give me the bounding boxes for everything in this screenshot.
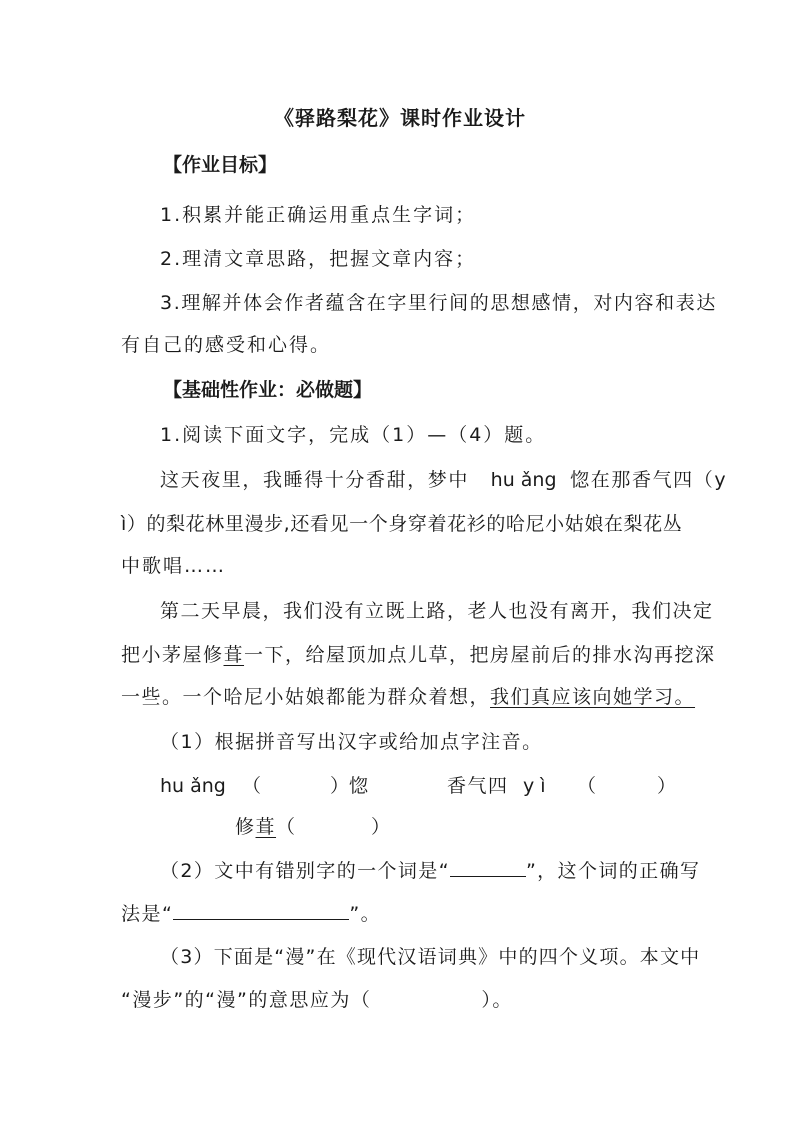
sub-question-3-line-2: [121, 991, 513, 1010]
passage-text: 一些。一个哈尼小姑娘都能为群众着想，: [121, 686, 491, 708]
passage-2-line-3: [121, 688, 695, 707]
passage-1-line-2: ì）的梨花林里漫步,还看见一个身穿着花衫的哈尼小姑娘在梨花丛: [121, 513, 683, 535]
goals-heading: 【作业目标】: [163, 154, 278, 176]
sub1-paren-open-2: （: [577, 775, 597, 797]
dotted-char-qi: 葺: [223, 644, 245, 666]
sub1-word-3: [235, 818, 297, 837]
underlined-sentence: 我们真应该向她学习。: [490, 686, 696, 708]
dotted-char-qi: 葺: [255, 816, 277, 838]
sub3-text: “漫步”的“漫”的意思应为（: [121, 989, 372, 1011]
passage-2-line-2: [121, 646, 716, 665]
goal-item-3: 3.理解并体会作者蕴含在字里行间的思想感情，对内容和表达: [160, 292, 717, 314]
passage-text: 把小茅屋修: [121, 644, 224, 666]
sub1-word-3-char: 修: [235, 816, 256, 838]
passage-2-line-1: 第二天早晨，我们没有立既上路，老人也没有离开，我们决定: [160, 600, 714, 622]
document-title: 《驿路梨花》课时作业设计: [274, 106, 526, 130]
goal-item-2: 2.理清文章思路，把握文章内容；: [160, 248, 477, 270]
sub1-paren-close-1: ）惚: [330, 775, 369, 797]
sub2-text: ”，这个词的正确写: [525, 860, 701, 882]
sub-question-2-line-2: [121, 905, 381, 924]
sub2-text: （2）文中有错别字的一个词是“: [160, 860, 450, 882]
question-1-stem: 1.阅读下面文字，完成（1）—（4）题。: [160, 424, 547, 446]
sub1-paren-open-1: （: [242, 775, 262, 797]
sub1-paren-close-3: ）: [371, 816, 391, 838]
sub-question-1-stem: （1）根据拼音写出汉字或给加点字注音。: [160, 731, 543, 753]
sub-question-2-line-1: [160, 862, 700, 881]
passage-1-line-1: [160, 471, 727, 490]
passage-1-line-3: 中歌唱……: [121, 555, 227, 577]
goal-item-1: 1.积累并能正确运用重点生字词；: [160, 204, 477, 226]
pinyin-huang: hu ǎng: [490, 469, 557, 491]
goal-item-3-cont: 有自己的感受和心得。: [121, 334, 332, 356]
sub1-paren-open-3: （: [276, 816, 297, 838]
answer-blank-correct-word[interactable]: [173, 918, 349, 920]
sub1-pinyin-2: y ì: [523, 775, 546, 797]
sub2-text: 法是“: [121, 903, 174, 925]
passage-text: 这天夜里，我睡得十分香甜，梦中: [160, 469, 470, 491]
passage-text: 一下，给屋顶加点儿草，把房屋前后的排水沟再挖深: [244, 644, 716, 666]
sub1-word-2: 香气四: [447, 775, 509, 797]
basic-heading: 【基础性作业：必做题】: [163, 379, 373, 401]
sub2-text: ”。: [349, 903, 382, 925]
answer-blank-wrong-word[interactable]: [450, 875, 526, 877]
passage-text: 惚在那香气四（y: [570, 469, 728, 491]
sub3-text: ）。: [481, 989, 513, 1011]
sub-question-3-line-1: （3）下面是“漫”在《现代汉语词典》中的四个义项。本文中: [160, 946, 701, 968]
sub1-paren-close-2: ）: [657, 775, 677, 797]
sub1-pinyin-1: hu ǎng: [160, 775, 226, 797]
